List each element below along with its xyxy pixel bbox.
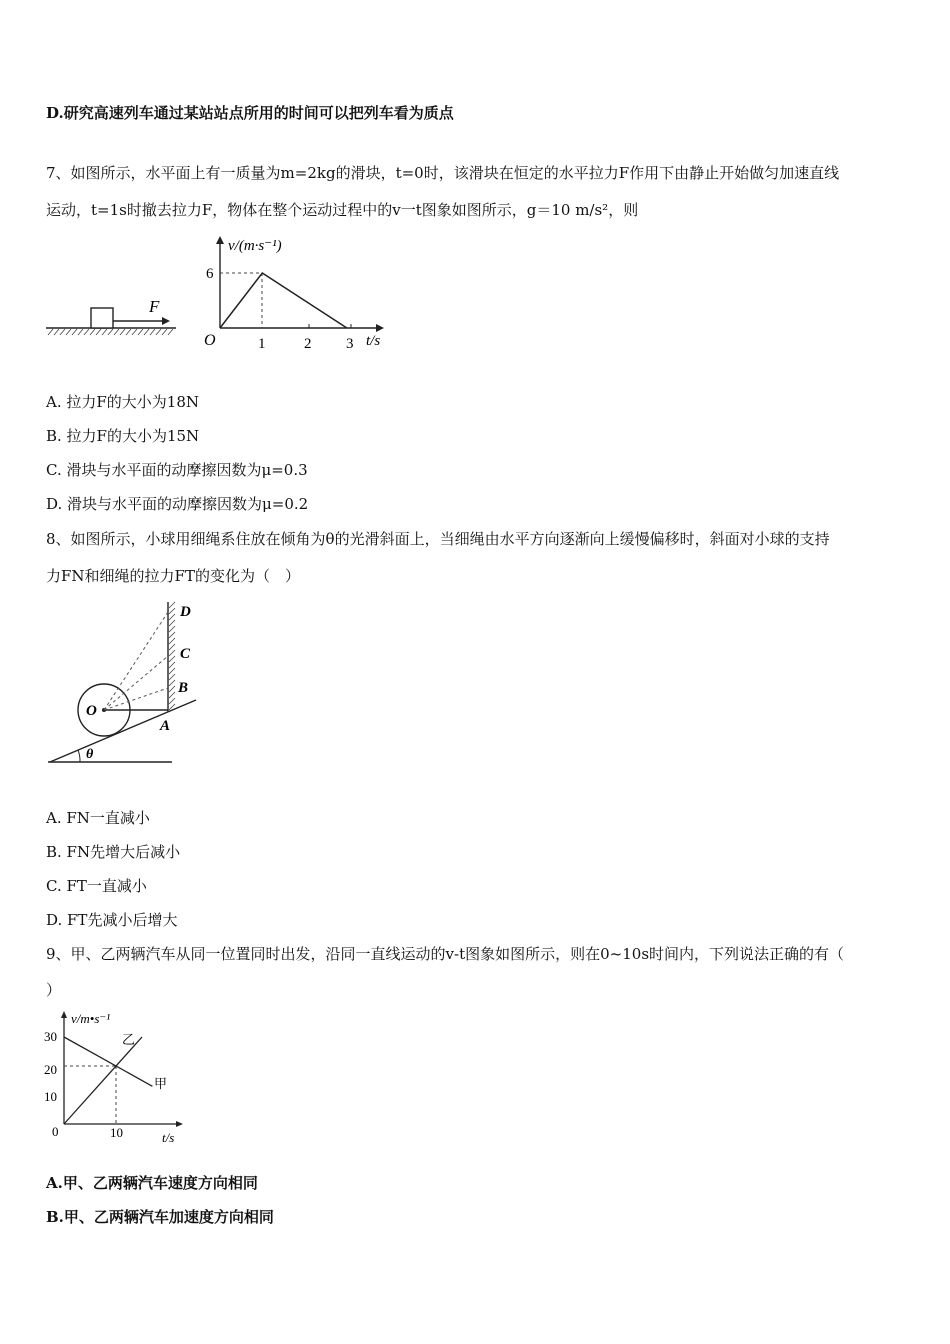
q8-incline-figure [44, 598, 214, 770]
q9-option-b: B.甲、乙两辆汽车加速度方向相同 [46, 1208, 274, 1226]
series-jia-line [64, 1037, 152, 1086]
q7-x-tick-2: 2 [304, 336, 312, 352]
q7-block-figure [44, 290, 184, 340]
q7-option-b: B. 拉力F的大小为15N [46, 427, 200, 445]
q7-y-axis-label: v/(m·s⁻¹) [228, 238, 282, 254]
q8-text-line1: 8、如图所示，小球用细绳系住放在倾角为θ的光滑斜面上，当细绳由水平方向逐渐向上缓慢偏移时，斜面对小球的支持 [46, 530, 830, 548]
q7-option-c: C. 滑块与水平面的动摩擦因数为μ=0.3 [46, 461, 308, 479]
q9-y-tick-30: 30 [44, 1029, 57, 1044]
force-label: F [149, 297, 160, 316]
series-yi-line [64, 1037, 142, 1124]
q7-y-tick: 6 [206, 266, 214, 282]
q9-text-line1: 9、甲、乙两辆汽车从同一位置同时出发，沿同一直线运动的v-t图象如图所示，则在0~10s时间内，下列说法正确的有（ [46, 945, 845, 963]
label-o: O [86, 703, 97, 719]
label-d: D [180, 604, 191, 620]
q6-option-d: D.研究高速列车通过某站站点所用的时间可以把列车看为质点 [46, 104, 454, 122]
q7-vt-graph [196, 232, 396, 352]
q8-text-line2: 力FN和细绳的拉力FT的变化为（ ） [46, 567, 300, 585]
q9-y-tick-20: 20 [44, 1062, 57, 1077]
q9-y-tick-0: 0 [52, 1124, 59, 1139]
q9-vt-graph [38, 1008, 188, 1150]
q9-y-tick-10: 10 [44, 1089, 57, 1104]
label-b: B [178, 680, 189, 696]
q7-vt-line [220, 273, 347, 328]
q7-x-tick-3: 3 [346, 336, 354, 352]
q9-option-a: A.甲、乙两辆汽车速度方向相同 [46, 1174, 258, 1192]
q7-origin-label: O [204, 332, 216, 349]
q7-x-axis-label: t/s [366, 333, 381, 349]
label-yi: 乙 [122, 1032, 136, 1047]
q8-option-c: C. FT一直减小 [46, 877, 147, 895]
q9-y-axis-label: v/m•s⁻¹ [71, 1011, 111, 1026]
q7-option-a: A. 拉力F的大小为18N [46, 393, 199, 411]
label-jia: 甲 [154, 1076, 168, 1091]
q8-option-b: B. FN先增大后减小 [46, 843, 181, 861]
q7-text-line2: 运动，t=1s时撤去拉力F，物体在整个运动过程中的v一t图象如图所示，g＝10 m/s²，则 [46, 201, 639, 219]
label-c: C [180, 646, 191, 662]
q9-x-axis-label: t/s [162, 1130, 175, 1145]
q8-option-a: A. FN一直减小 [46, 809, 150, 827]
q8-option-d: D. FT先减小后增大 [46, 911, 178, 929]
q9-text-line2: ） [46, 981, 62, 999]
q7-text-line1: 7、如图所示，水平面上有一质量为m=2kg的滑块，t=0时，该滑块在恒定的水平拉力F作用下由静止开始做匀加速直线 [46, 164, 840, 182]
q9-x-tick-10: 10 [110, 1125, 123, 1140]
label-theta: θ [86, 747, 94, 762]
label-a: A [160, 718, 171, 734]
slider-block [91, 308, 113, 328]
q7-x-tick-1: 1 [258, 336, 266, 352]
q7-option-d: D. 滑块与水平面的动摩擦因数为μ=0.2 [46, 495, 309, 513]
